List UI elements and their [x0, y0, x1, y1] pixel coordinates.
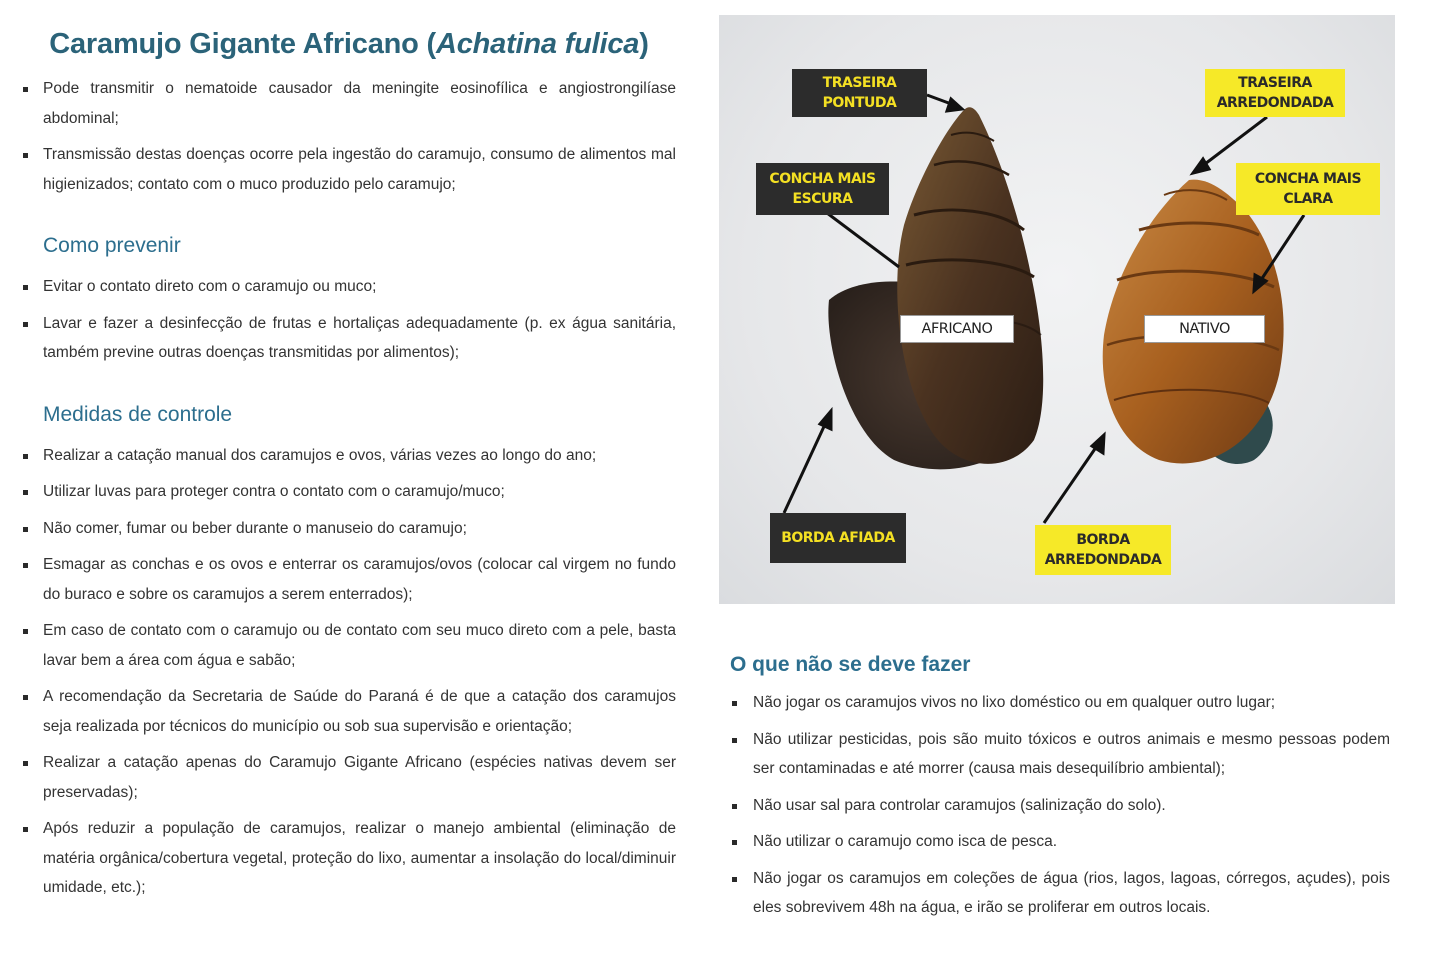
list-item: Realizar a catação manual dos caramujos e ovos, várias vezes ao longo do ano;: [22, 441, 676, 471]
left-column: [22, 18, 676, 903]
section-heading-dont: O que não se deve fazer: [730, 653, 971, 676]
page-title: [22, 26, 676, 62]
list-item: Não jogar os caramujos em coleções de água (rios, lagos, lagoas, córregos, açudes), pois eles sobrevivem 48h na água, e irão se proliferar em outros locais.: [730, 864, 1390, 923]
list-item: Não usar sal para controlar caramujos (salinização do solo).: [730, 791, 1390, 821]
scientific-name: Achatina fulica: [435, 28, 640, 60]
list-item: Lavar e fazer a desinfecção de frutas e hortaliças adequadamente (p. ex água sanitária, também previne outras doenças transmitidas por alimentos);: [22, 309, 676, 368]
right-column: [730, 650, 1390, 923]
list-item: Não comer, fumar ou beber durante o manuseio do caramujo;: [22, 514, 676, 544]
list-item: A recomendação da Secretaria de Saúde do Paraná é de que a catação dos caramujos seja realizada por técnicos do município ou sob sua supervisão e orientação;: [22, 682, 676, 741]
prevent-list: [22, 272, 676, 368]
list-item: Após reduzir a população de caramujos, realizar o manejo ambiental (eliminação de matéria orgânica/cobertura vegetal, proteção do lixo, aumentar a insolação do local/diminuir umidade, etc.);: [22, 814, 676, 903]
list-item: Não jogar os caramujos vivos no lixo doméstico ou em qualquer outro lugar;: [730, 688, 1390, 718]
list-item: Não utilizar o caramujo como isca de pesca.: [730, 827, 1390, 857]
label-concha-clara: CONCHA MAIS CLARA: [1236, 163, 1380, 215]
list-item: Em caso de contato com o caramujo ou de contato com seu muco direto com a pele, basta lavar bem a área com água e sabão;: [22, 616, 676, 675]
section-heading-control: Medidas de controle: [43, 402, 233, 426]
intro-list: [22, 74, 676, 199]
list-item: Esmagar as conchas e os ovos e enterrar os caramujos/ovos (colocar cal virgem no fundo do buraco e sobre os caramujos a serem enterrados);: [22, 550, 676, 609]
control-list: [22, 441, 676, 903]
dont-list: [730, 688, 1390, 923]
list-item: Utilizar luvas para proteger contra o contato com o caramujo/muco;: [22, 477, 676, 507]
title-text: Caramujo Gigante Africano (: [49, 28, 436, 60]
title-close: ): [639, 28, 649, 60]
list-item: Não utilizar pesticidas, pois são muito tóxicos e outros animais e mesmo pessoas podem ser contaminadas e até morrer (causa mais desequilíbrio ambiental);: [730, 725, 1390, 784]
label-traseira-pontuda: TRASEIRA PONTUDA: [792, 69, 927, 117]
african-snail: [828, 107, 1043, 469]
section-heading-prevent: Como prevenir: [43, 234, 181, 257]
list-item: Transmissão destas doenças ocorre pela ingestão do caramujo, consumo de alimentos mal higienizados; contato com o muco produzido pelo caramujo;: [22, 140, 676, 199]
snail-comparison-image: [719, 15, 1395, 604]
list-item: Evitar o contato direto com o caramujo ou muco;: [22, 272, 676, 302]
label-borda-arredondada: BORDA ARREDONDADA: [1035, 525, 1171, 575]
label-nativo: NATIVO: [1144, 315, 1265, 343]
label-africano: AFRICANO: [900, 315, 1014, 343]
list-item: Realizar a catação apenas do Caramujo Gigante Africano (espécies nativas devem ser preservadas);: [22, 748, 676, 807]
list-item: Pode transmitir o nematoide causador da meningite eosinofílica e angiostrongilíase abdominal;: [22, 74, 676, 133]
label-concha-escura: CONCHA MAIS ESCURA: [756, 163, 889, 215]
label-traseira-arredondada: TRASEIRA ARREDONDADA: [1205, 69, 1345, 117]
label-borda-afiada: BORDA AFIADA: [770, 513, 906, 563]
